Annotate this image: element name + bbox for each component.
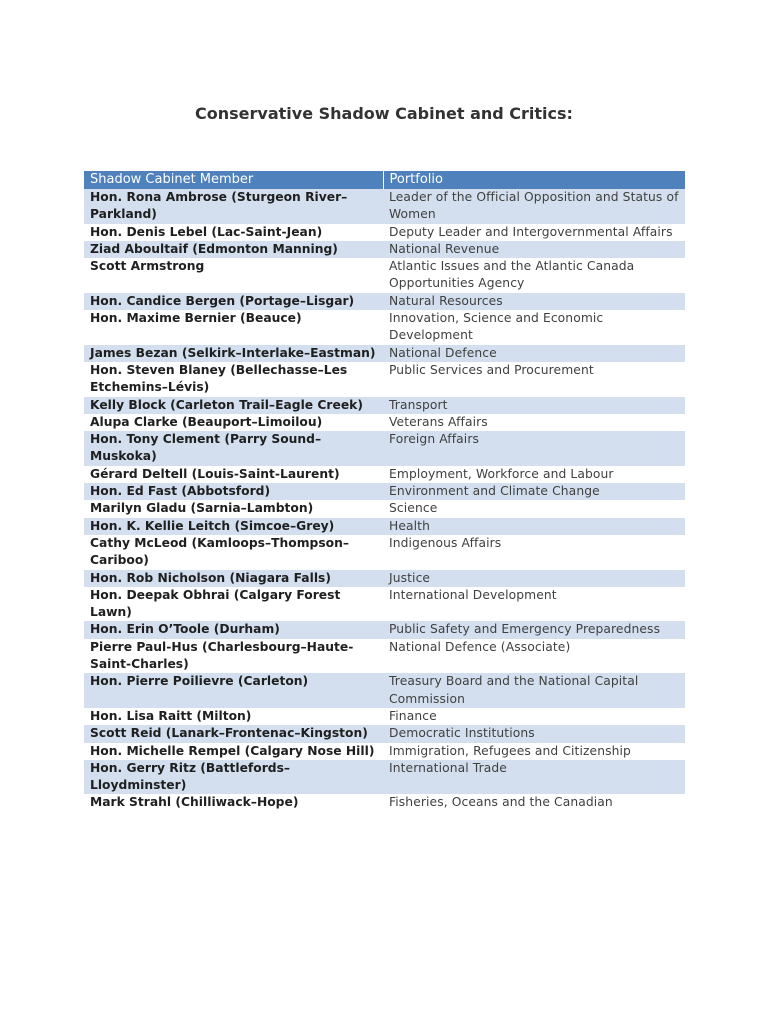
portfolio-cell: Employment, Workforce and Labour: [383, 466, 685, 483]
member-cell: Hon. Erin O’Toole (Durham): [84, 621, 383, 638]
portfolio-cell: Environment and Climate Change: [383, 483, 685, 500]
member-cell: Hon. Candice Bergen (Portage–Lisgar): [84, 293, 383, 310]
member-cell: Marilyn Gladu (Sarnia–Lambton): [84, 500, 383, 517]
table-row: [84, 794, 685, 811]
table-row: [84, 345, 685, 362]
member-cell: Hon. Michelle Rempel (Calgary Nose Hill): [84, 743, 383, 760]
table-row: [84, 621, 685, 638]
portfolio-cell: Democratic Institutions: [383, 725, 685, 742]
portfolio-cell: National Defence (Associate): [383, 639, 685, 674]
member-cell: Hon. Deepak Obhrai (Calgary Forest Lawn): [84, 587, 383, 622]
member-cell: Alupa Clarke (Beauport–Limoilou): [84, 414, 383, 431]
portfolio-cell: Treasury Board and the National Capital Commission: [383, 673, 685, 708]
portfolio-cell: Fisheries, Oceans and the Canadian: [383, 794, 685, 811]
shadow-cabinet-table: [84, 171, 685, 812]
table-row: [84, 189, 685, 224]
member-cell: Scott Reid (Lanark–Frontenac–Kingston): [84, 725, 383, 742]
member-cell: Pierre Paul-Hus (Charlesbourg–Haute-Saint-Charles): [84, 639, 383, 674]
table-row: [84, 708, 685, 725]
portfolio-cell: Natural Resources: [383, 293, 685, 310]
portfolio-cell: Indigenous Affairs: [383, 535, 685, 570]
member-cell: Hon. Steven Blaney (Bellechasse–Les Etchemins–Lévis): [84, 362, 383, 397]
table-row: [84, 743, 685, 760]
table-row: [84, 725, 685, 742]
portfolio-cell: Health: [383, 518, 685, 535]
portfolio-cell: Deputy Leader and Intergovernmental Affairs: [383, 224, 685, 241]
portfolio-cell: National Defence: [383, 345, 685, 362]
portfolio-cell: Foreign Affairs: [383, 431, 685, 466]
member-cell: Gérard Deltell (Louis-Saint-Laurent): [84, 466, 383, 483]
member-cell: Hon. Pierre Poilievre (Carleton): [84, 673, 383, 708]
portfolio-cell: Science: [383, 500, 685, 517]
portfolio-cell: International Trade: [383, 760, 685, 795]
table-row: [84, 310, 685, 345]
member-cell: Hon. K. Kellie Leitch (Simcoe–Grey): [84, 518, 383, 535]
portfolio-cell: Finance: [383, 708, 685, 725]
portfolio-cell: Transport: [383, 397, 685, 414]
table-row: [84, 293, 685, 310]
table-container: [84, 171, 685, 916]
table-row: [84, 397, 685, 414]
table-row: [84, 241, 685, 258]
member-cell: Ziad Aboultaif (Edmonton Manning): [84, 241, 383, 258]
table-row: [84, 639, 685, 674]
member-cell: Hon. Gerry Ritz (Battlefords–Lloydminster): [84, 760, 383, 795]
portfolio-cell: Justice: [383, 570, 685, 587]
portfolio-cell: National Revenue: [383, 241, 685, 258]
table-row: [84, 414, 685, 431]
table-row: [84, 500, 685, 517]
header-member: Shadow Cabinet Member: [84, 171, 383, 189]
table-header-row: [84, 171, 685, 189]
member-cell: Hon. Ed Fast (Abbotsford): [84, 483, 383, 500]
member-cell: Scott Armstrong: [84, 258, 383, 293]
table-row: [84, 224, 685, 241]
portfolio-cell: Public Safety and Emergency Preparedness: [383, 621, 685, 638]
table-row: [84, 570, 685, 587]
member-cell: Hon. Lisa Raitt (Milton): [84, 708, 383, 725]
page-title: Conservative Shadow Cabinet and Critics:: [195, 104, 573, 123]
table-row: [84, 760, 685, 795]
member-cell: James Bezan (Selkirk–Interlake–Eastman): [84, 345, 383, 362]
member-cell: Mark Strahl (Chilliwack–Hope): [84, 794, 383, 811]
member-cell: Hon. Rona Ambrose (Sturgeon River–Parkland): [84, 189, 383, 224]
portfolio-cell: International Development: [383, 587, 685, 622]
table-row: [84, 518, 685, 535]
table-row: [84, 535, 685, 570]
portfolio-cell: Innovation, Science and Economic Development: [383, 310, 685, 345]
member-cell: Hon. Denis Lebel (Lac-Saint-Jean): [84, 224, 383, 241]
member-cell: Kelly Block (Carleton Trail–Eagle Creek): [84, 397, 383, 414]
portfolio-cell: Immigration, Refugees and Citizenship: [383, 743, 685, 760]
table-row: [84, 466, 685, 483]
table-row: [84, 258, 685, 293]
table-body: [84, 189, 685, 812]
member-cell: Hon. Maxime Bernier (Beauce): [84, 310, 383, 345]
table-row: [84, 362, 685, 397]
portfolio-cell: Veterans Affairs: [383, 414, 685, 431]
portfolio-cell: Leader of the Official Opposition and Status of Women: [383, 189, 685, 224]
member-cell: Hon. Rob Nicholson (Niagara Falls): [84, 570, 383, 587]
table-row: [84, 587, 685, 622]
member-cell: Hon. Tony Clement (Parry Sound–Muskoka): [84, 431, 383, 466]
table-row: [84, 483, 685, 500]
member-cell: Cathy McLeod (Kamloops–Thompson–Cariboo): [84, 535, 383, 570]
portfolio-cell: Atlantic Issues and the Atlantic Canada Opportunities Agency: [383, 258, 685, 293]
table-row: [84, 431, 685, 466]
portfolio-cell: Public Services and Procurement: [383, 362, 685, 397]
header-portfolio: Portfolio: [383, 171, 685, 189]
table-row: [84, 673, 685, 708]
